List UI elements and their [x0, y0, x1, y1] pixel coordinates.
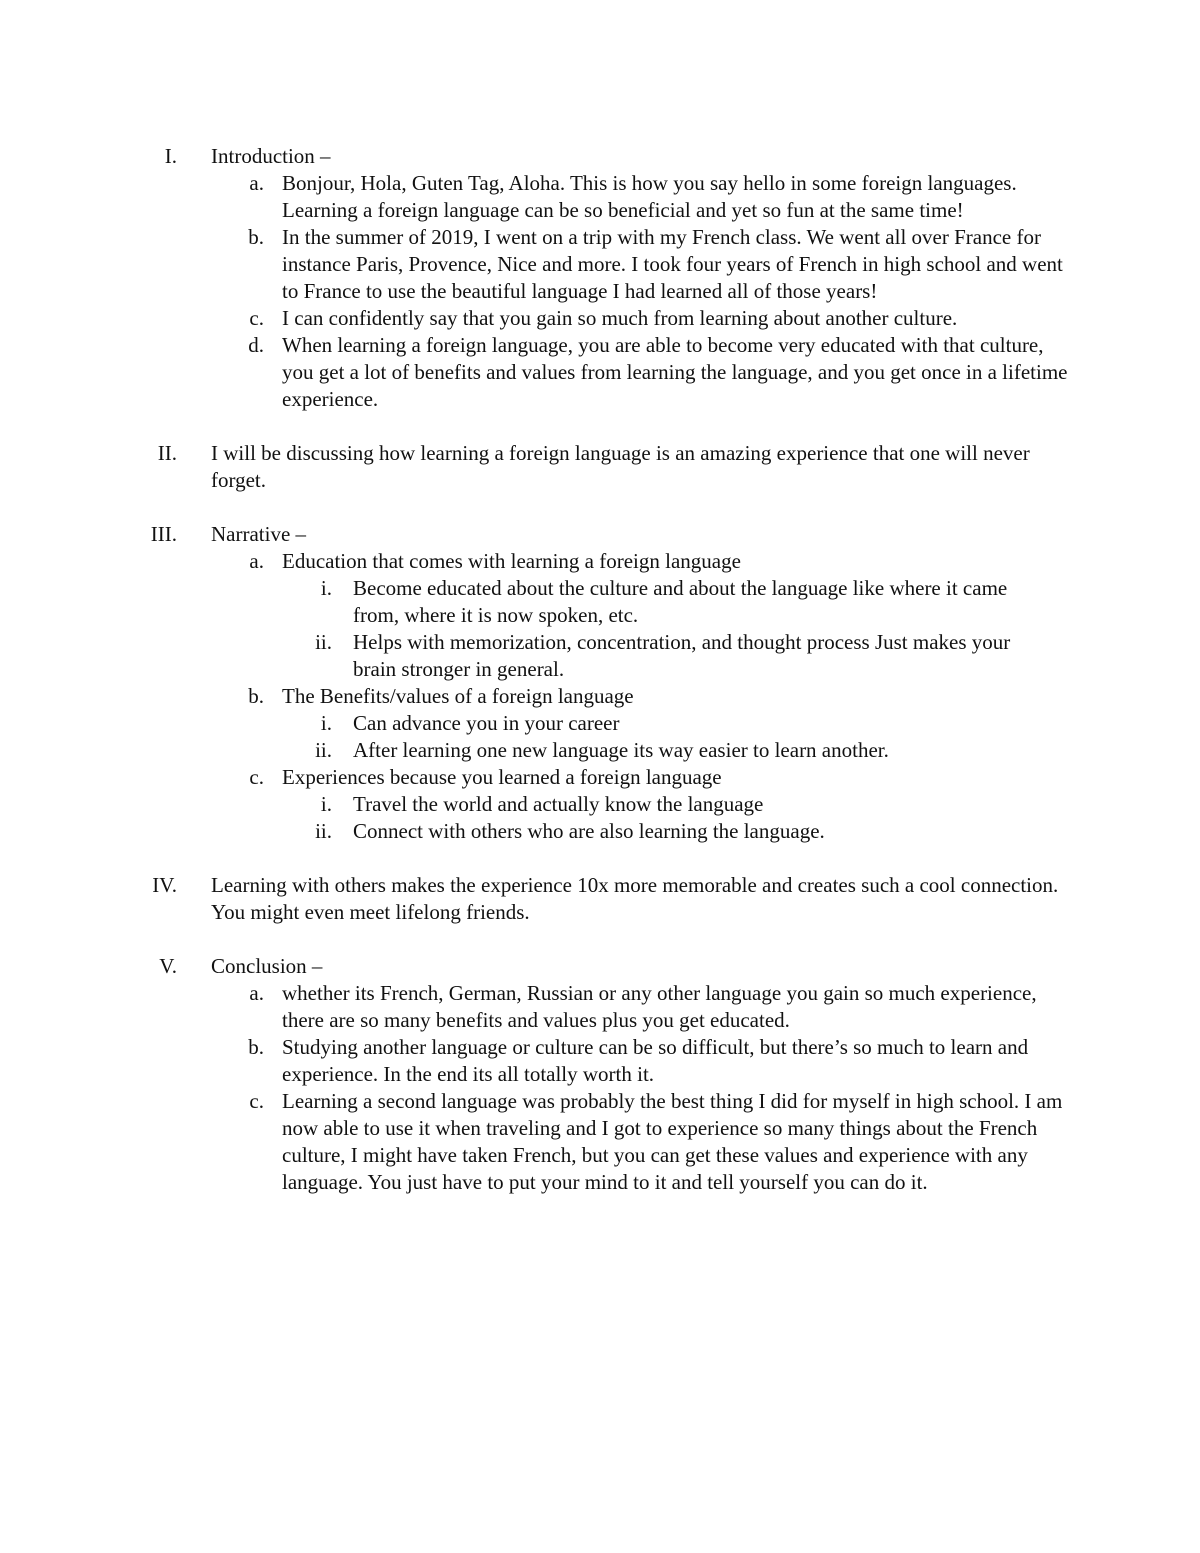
outline-item [0, 683, 1200, 710]
subitem-roman: i. [320, 576, 332, 600]
item-letter: d. [248, 333, 264, 357]
subitem-roman: ii. [315, 738, 332, 762]
subitem-text: Become educated about the culture and about the language like where it came from, where it is now spoken, etc. [353, 576, 1008, 627]
outline-subitem [0, 710, 1200, 737]
subitem-roman: ii. [315, 630, 332, 654]
outline-item [0, 764, 1200, 791]
section-title: Introduction – [211, 144, 331, 168]
subitem-roman: i. [320, 792, 332, 816]
outline-item [0, 1088, 1200, 1196]
outline-subitem [0, 629, 1200, 683]
outline-subitem [0, 791, 1200, 818]
subitem-roman: i. [320, 711, 332, 735]
section-text: Learning with others makes the experience 10x more memorable and creates such a cool connection. You might even meet lifelong friends. [211, 873, 1059, 924]
outline-subitem [0, 575, 1200, 629]
section-numeral: IV. [152, 873, 177, 897]
item-letter: b. [248, 225, 264, 249]
section-numeral: III. [150, 522, 177, 546]
outline-heading [0, 143, 1200, 170]
outline-section-transition [0, 872, 1200, 926]
item-text: The Benefits/values of a foreign language [282, 684, 634, 708]
subitem-text: After learning one new language its way easier to learn another. [353, 738, 889, 762]
item-text: Studying another language or culture can be so difficult, but there’s so much to learn and experience. In the end its all totally worth it. [282, 1035, 1029, 1086]
item-letter: c. [249, 765, 264, 789]
item-letter: b. [248, 1035, 264, 1059]
outline-item [0, 548, 1200, 575]
section-text: I will be discussing how learning a foreign language is an amazing experience that one will never forget. [211, 441, 1030, 492]
subitem-text: Connect with others who are also learning the language. [353, 819, 825, 843]
outline-section-thesis [0, 440, 1200, 494]
item-text: Education that comes with learning a foreign language [282, 549, 741, 573]
section-numeral: II. [157, 441, 177, 465]
outline-subitem [0, 737, 1200, 764]
item-text: whether its French, German, Russian or any other language you gain so much experience, there are so many benefits and values plus you get educated. [282, 981, 1037, 1032]
subitem-roman: ii. [315, 819, 332, 843]
outline-heading [0, 872, 1200, 926]
section-title: Narrative – [211, 522, 307, 546]
outline-heading [0, 440, 1200, 494]
item-text: Learning a second language was probably the best thing I did for myself in high school. I am now able to use it when traveling and I got to experience so many things about the French culture, I might have taken French, but you can get these values and experience with any language. You just have to put your mind to it and tell yourself you can do it. [282, 1089, 1063, 1194]
item-text: In the summer of 2019, I went on a trip with my French class. We went all over France for instance Paris, Provence, Nice and more. I took four years of French in high school and went to France to use the beautiful language I had learned all of those years! [282, 225, 1063, 303]
outline-subitem [0, 818, 1200, 845]
outline-item [0, 1034, 1200, 1088]
item-text: When learning a foreign language, you are able to become very educated with that culture, you get a lot of benefits and values from learning the language, and you get once in a lifetime experience. [282, 333, 1068, 411]
item-letter: c. [249, 306, 264, 330]
item-text: Bonjour, Hola, Guten Tag, Aloha. This is how you say hello in some foreign languages. Learning a foreign language can be so beneficial and yet so fun at the same time! [282, 171, 1017, 222]
item-letter: a. [249, 549, 264, 573]
outline-section-conclusion [0, 953, 1200, 1196]
outline-item [0, 305, 1200, 332]
section-numeral: V. [159, 954, 177, 978]
outline-item [0, 332, 1200, 413]
item-letter: a. [249, 981, 264, 1005]
subitem-text: Travel the world and actually know the language [353, 792, 764, 816]
item-letter: b. [248, 684, 264, 708]
subitem-text: Helps with memorization, concentration, and thought process Just makes your brain stronger in general. [353, 630, 1011, 681]
outline-section-introduction [0, 143, 1200, 413]
outline-heading [0, 521, 1200, 548]
section-title: Conclusion – [211, 954, 323, 978]
subitem-text: Can advance you in your career [353, 711, 620, 735]
item-letter: c. [249, 1089, 264, 1113]
outline-item [0, 980, 1200, 1034]
outline-item [0, 170, 1200, 224]
outline-heading [0, 953, 1200, 980]
item-letter: a. [249, 171, 264, 195]
item-text: I can confidently say that you gain so much from learning about another culture. [282, 306, 958, 330]
speech-outline [0, 143, 1200, 1223]
outline-section-narrative [0, 521, 1200, 845]
section-numeral: I. [164, 144, 177, 168]
outline-item [0, 224, 1200, 305]
item-text: Experiences because you learned a foreign language [282, 765, 722, 789]
